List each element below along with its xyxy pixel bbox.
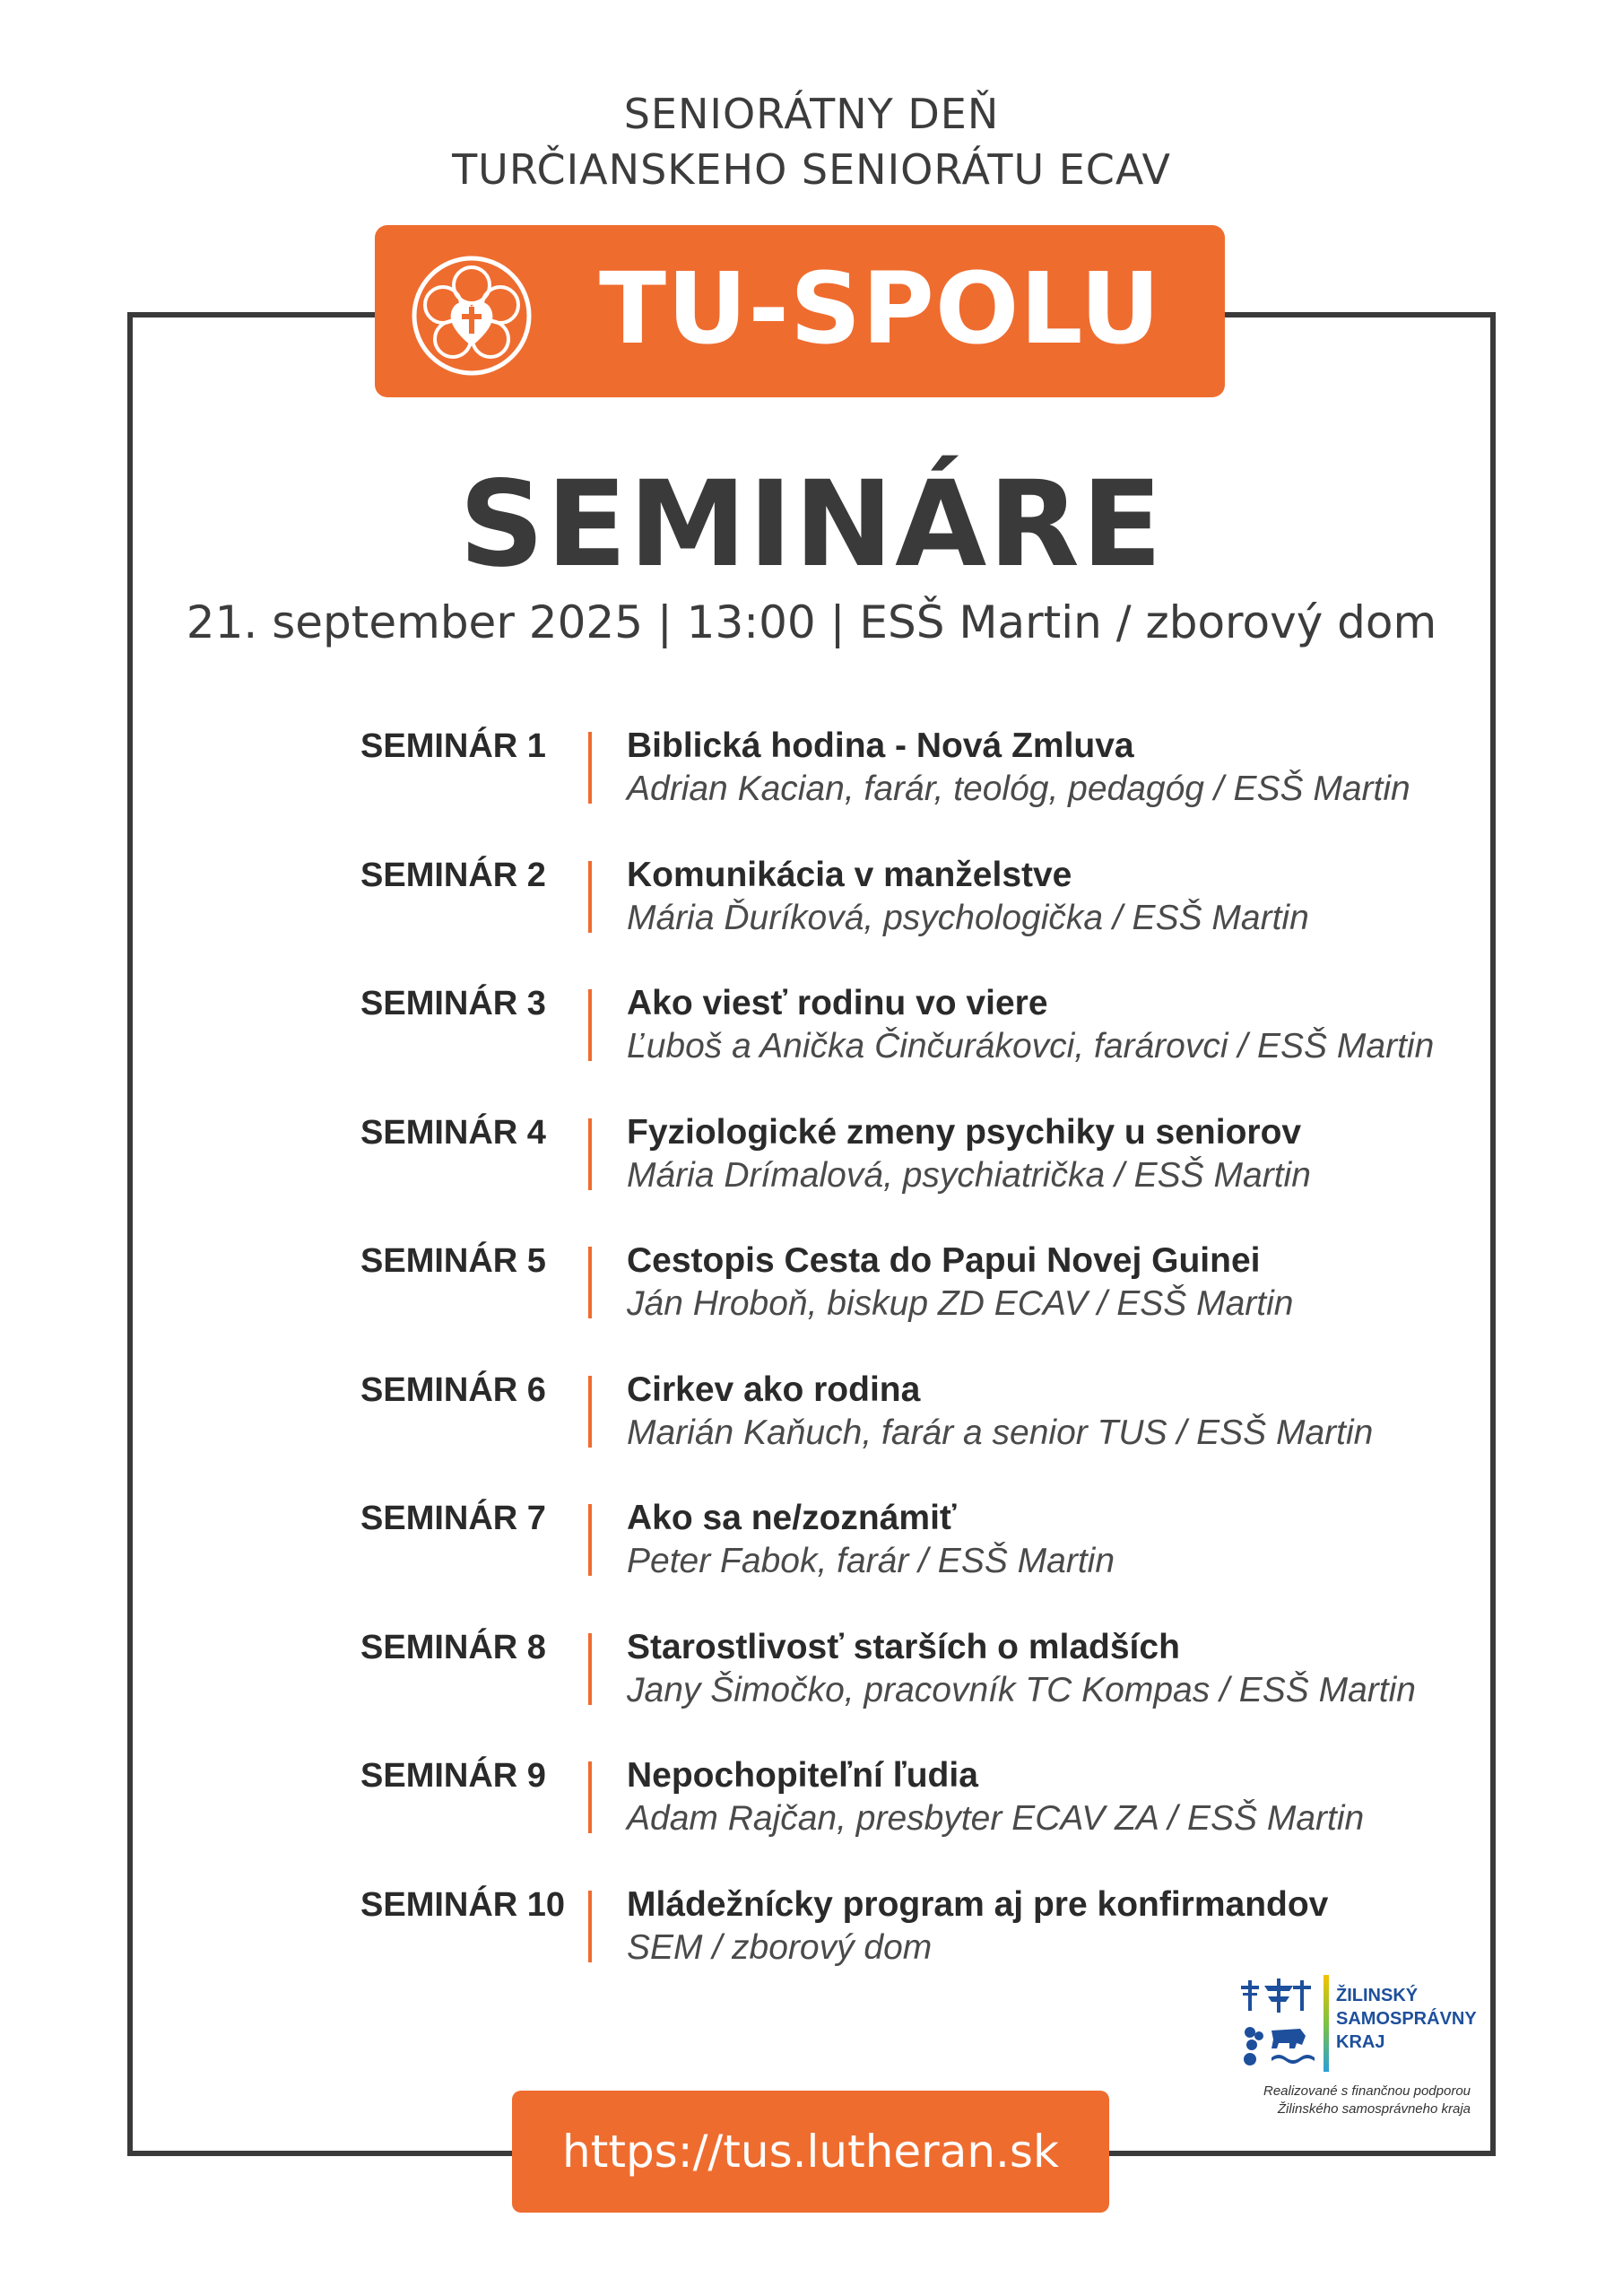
seminar-label: SEMINÁR 3 bbox=[360, 985, 546, 1022]
seminar-divider bbox=[588, 1504, 592, 1576]
seminar-label: SEMINÁR 8 bbox=[360, 1629, 546, 1666]
banner-title: TU-SPOLU bbox=[599, 251, 1161, 366]
funding-note-line-1: Realizované s finančnou podporou bbox=[1263, 2083, 1471, 2099]
seminar-divider bbox=[588, 732, 592, 804]
event-heading-line-2: TURČIANSKEHO SENIORÁTU ECAV bbox=[452, 145, 1171, 194]
seminar-divider bbox=[588, 1247, 592, 1318]
zilina-region-emblem-icon bbox=[1237, 1973, 1318, 2072]
funding-note bbox=[1202, 2083, 1471, 2118]
seminar-title: Mládežnícky program aj pre konfirmandov bbox=[627, 1885, 1329, 1924]
seminar-title: Starostlivosť starších o mladších bbox=[627, 1628, 1180, 1666]
sponsor-logo bbox=[1202, 1973, 1488, 2126]
seminar-divider bbox=[588, 861, 592, 933]
seminar-title: Fyziologické zmeny psychiky u seniorov bbox=[627, 1113, 1302, 1152]
seminar-title: Cirkev ako rodina bbox=[627, 1370, 921, 1409]
sponsor-name-line-3: KRAJ bbox=[1336, 2032, 1385, 2052]
seminar-row bbox=[360, 1754, 1472, 1844]
seminar-title: Nepochopiteľní ľudia bbox=[627, 1756, 978, 1795]
sponsor-color-bar bbox=[1324, 1975, 1329, 2072]
seminar-row bbox=[360, 982, 1472, 1072]
title-banner bbox=[375, 225, 1225, 397]
page-title: SEMINÁRE bbox=[458, 456, 1165, 594]
seminar-row bbox=[360, 725, 1472, 814]
website-link[interactable]: https://tus.lutheran.sk bbox=[562, 2126, 1059, 2178]
seminar-row bbox=[360, 1883, 1472, 1973]
seminar-divider bbox=[588, 989, 592, 1061]
sponsor-name-line-2: SAMOSPRÁVNY bbox=[1336, 2009, 1477, 2029]
seminar-label: SEMINÁR 2 bbox=[360, 857, 546, 894]
event-heading-line-1: SENIORÁTNY DEŇ bbox=[623, 90, 1000, 138]
seminar-speaker: Adam Rajčan, presbyter ECAV ZA / ESŠ Martin bbox=[627, 1799, 1365, 1838]
seminar-divider bbox=[588, 1891, 592, 1962]
seminar-label: SEMINÁR 9 bbox=[360, 1757, 546, 1795]
seminar-row bbox=[360, 1497, 1472, 1587]
seminar-row bbox=[360, 1626, 1472, 1716]
seminar-row bbox=[360, 854, 1472, 944]
seminar-speaker: Mária Drímalová, psychiatrička / ESŠ Martin bbox=[627, 1156, 1311, 1195]
seminar-speaker: Mária Ďuríková, psychologička / ESŠ Martin bbox=[627, 899, 1309, 937]
seminar-row bbox=[360, 1111, 1472, 1201]
seminar-label: SEMINÁR 6 bbox=[360, 1371, 546, 1409]
seminar-label: SEMINÁR 1 bbox=[360, 727, 546, 765]
seminar-divider bbox=[588, 1633, 592, 1705]
sponsor-name-line-1: ŽILINSKÝ bbox=[1336, 1986, 1419, 2005]
seminar-speaker: Ľuboš a Anička Činčurákovci, farárovci / ESŠ Martin bbox=[627, 1027, 1435, 1065]
website-link-box[interactable] bbox=[512, 2091, 1109, 2213]
seminar-speaker: Jany Šimočko, pracovník TC Kompas / ESŠ Martin bbox=[627, 1671, 1416, 1709]
seminar-label: SEMINÁR 4 bbox=[360, 1114, 546, 1152]
seminar-title: Biblická hodina - Nová Zmluva bbox=[627, 726, 1134, 765]
event-details: 21. september 2025 | 13:00 | ESŠ Martin / zborový dom bbox=[186, 596, 1437, 648]
seminar-label: SEMINÁR 7 bbox=[360, 1500, 546, 1537]
seminar-title: Ako viesť rodinu vo viere bbox=[627, 984, 1048, 1022]
seminar-divider bbox=[588, 1376, 592, 1448]
funding-note-line-2: Žilinského samosprávneho kraja bbox=[1277, 2101, 1471, 2117]
seminar-speaker: SEM / zborový dom bbox=[627, 1928, 933, 1967]
seminar-speaker: Marián Kaňuch, farár a senior TUS / ESŠ Martin bbox=[627, 1413, 1374, 1452]
seminar-row bbox=[360, 1369, 1472, 1458]
seminar-title: Ako sa ne/zoznámiť bbox=[627, 1499, 957, 1537]
sponsor-name bbox=[1336, 1984, 1488, 2054]
seminar-speaker: Ján Hroboň, biskup ZD ECAV / ESŠ Martin bbox=[627, 1284, 1294, 1323]
seminar-speaker: Adrian Kacian, farár, teológ, pedagóg / ESŠ Martin bbox=[627, 770, 1410, 808]
seminar-label: SEMINÁR 10 bbox=[360, 1886, 566, 1924]
seminar-title: Komunikácia v manželstve bbox=[627, 856, 1072, 894]
seminar-title: Cestopis Cesta do Papui Novej Guinei bbox=[627, 1241, 1261, 1280]
luther-rose-icon bbox=[409, 253, 534, 378]
seminar-divider bbox=[588, 1118, 592, 1190]
seminar-label: SEMINÁR 5 bbox=[360, 1242, 546, 1280]
seminar-speaker: Peter Fabok, farár / ESŠ Martin bbox=[627, 1542, 1115, 1580]
seminar-divider bbox=[588, 1761, 592, 1833]
seminar-row bbox=[360, 1239, 1472, 1329]
